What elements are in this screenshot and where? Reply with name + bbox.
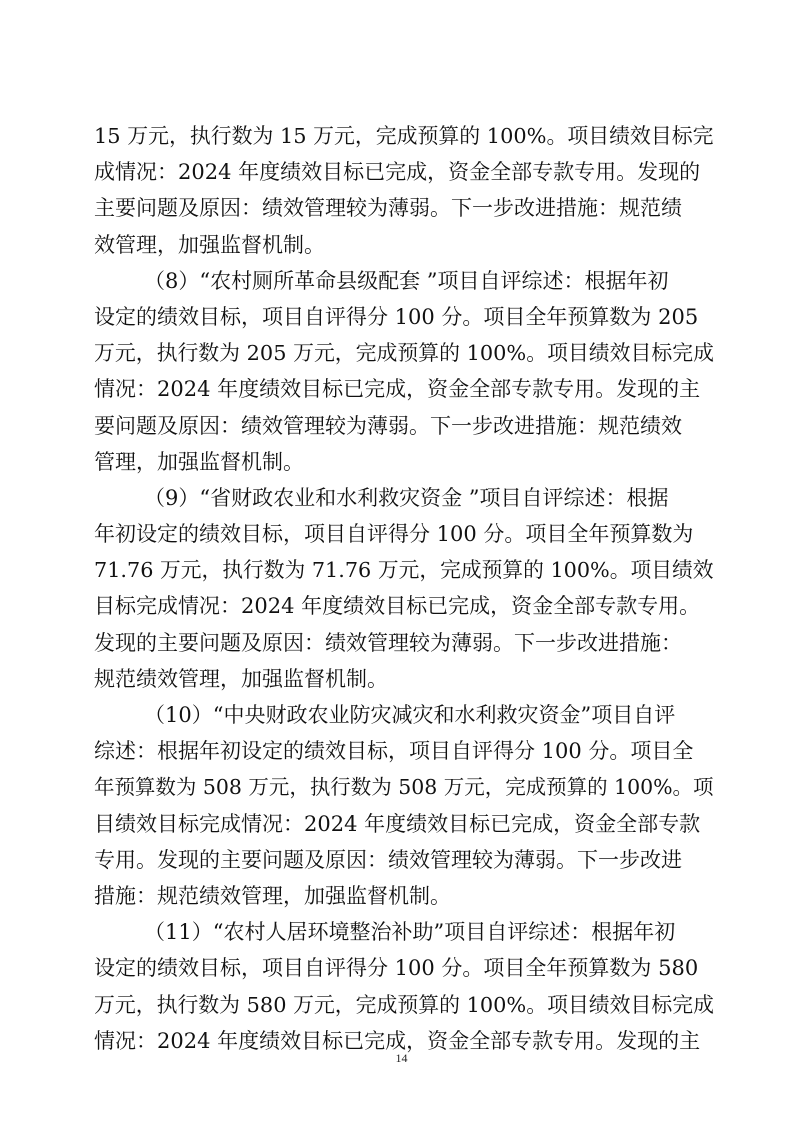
body-text [94, 118, 714, 1059]
text-line: 设定的绩效目标，项目自评得分 100 分。项目全年预算数为 580 [94, 956, 699, 981]
text-line: 要问题及原因：绩效管理较为薄弱。下一步改进措施：规范绩效 [94, 413, 682, 438]
text-line: 效管理，加强监督机制。 [94, 232, 325, 257]
text-line: 发现的主要问题及原因：绩效管理较为薄弱。下一步改进措施： [94, 630, 682, 655]
text-line: 管理，加强监督机制。 [94, 449, 304, 474]
text-line: 15 万元，执行数为 15 万元，完成预算的 100%。项目绩效目标完 [94, 124, 714, 148]
text-line: 主要问题及原因：绩效管理较为薄弱。下一步改进措施：规范绩 [94, 196, 682, 221]
text-line: 目绩效目标完成情况：2024 年度绩效目标已完成，资金全部专款 [94, 811, 701, 836]
text-line: 专用。发现的主要问题及原因：绩效管理较为薄弱。下一步改进 [94, 847, 682, 872]
page-number: 14 [395, 1051, 408, 1065]
text-line: （8）“农村厕所革命县级配套 ”项目自评综述：根据年初 [144, 268, 669, 293]
text-line: 情况：2024 年度绩效目标已完成，资金全部专款专用。发现的主 [94, 1028, 701, 1053]
text-line: 设定的绩效目标，项目自评得分 100 分。项目全年预算数为 205 [94, 304, 699, 329]
text-line: 措施：规范绩效管理，加强监督机制。 [94, 883, 451, 908]
text-line: 71.76 万元，执行数为 71.76 万元，完成预算的 100%。项目绩效 [94, 558, 714, 583]
text-line: 规范绩效管理，加强监督机制。 [94, 666, 388, 691]
text-line: 成情况：2024 年度绩效目标已完成，资金全部专款专用。发现的 [94, 160, 701, 185]
text-line: （9）“省财政农业和水利救灾资金 ”项目自评综述：根据 [144, 485, 669, 510]
text-line: 年预算数为 508 万元，执行数为 508 万元，完成预算的 100%。项 [94, 775, 714, 800]
text-line: 万元，执行数为 205 万元，完成预算的 100%。项目绩效目标完成 [94, 341, 714, 366]
text-line: （11）“农村人居环境整治补助”项目自评综述：根据年初 [144, 920, 676, 945]
text-line: 年初设定的绩效目标，项目自评得分 100 分。项目全年预算数为 [94, 522, 694, 547]
text-line: （10）“中央财政农业防灾减灾和水利救灾资金”项目自评 [144, 703, 676, 727]
text-line: 综述：根据年初设定的绩效目标，项目自评得分 100 分。项目全 [94, 739, 694, 764]
text-line: 万元，执行数为 580 万元，完成预算的 100%。项目绩效目标完成 [94, 992, 714, 1017]
text-line: 情况：2024 年度绩效目标已完成，资金全部专款专用。发现的主 [94, 377, 701, 402]
text-line: 目标完成情况：2024 年度绩效目标已完成，资金全部专款专用。 [94, 594, 701, 619]
